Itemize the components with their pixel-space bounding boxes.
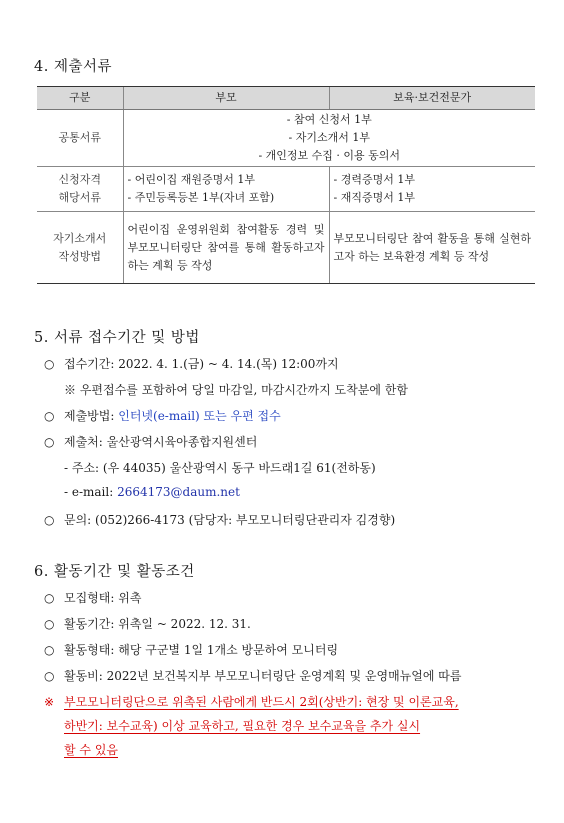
activity-fee-line [44, 667, 461, 684]
activity-period-line [44, 615, 251, 632]
recruit-text: 모집형태: 위촉 [64, 591, 142, 605]
label-line: 자기소개서 [53, 231, 107, 245]
label-line: 작성방법 [58, 249, 101, 263]
email-line [64, 485, 240, 499]
qualification-parent-cell [123, 167, 329, 212]
place-text: 제출처: 울산광역시육아종합지원센터 [64, 435, 258, 449]
label-line: 신청자격 [58, 173, 101, 186]
section-4-heading: 4. 제출서류 [34, 59, 112, 75]
circle-bullet-icon: ○ [44, 617, 55, 631]
note-text-3: 할 수 있음 [64, 743, 118, 757]
circle-bullet-icon: ○ [44, 643, 55, 657]
circle-bullet-icon: ○ [44, 669, 55, 683]
education-note-line-1 [44, 693, 459, 710]
table-row-essay [37, 212, 535, 284]
essay-expert-cell: 부모모니터링단 참여 활동을 통해 실현하고자 하는 보육환경 계획 등 작성 [329, 212, 535, 284]
documents-table [37, 86, 535, 284]
row-label-essay [37, 212, 123, 284]
row-label-common: 공통서류 [37, 110, 123, 167]
expert-doc-item: - 경력증명서 1부 [333, 173, 415, 186]
email-label: - e-mail: [64, 485, 118, 499]
method-label: 제출방법: [64, 409, 119, 423]
place-line [44, 433, 257, 450]
method-line [44, 407, 281, 424]
parent-doc-item: - 주민등록등본 1부(자녀 포함) [127, 191, 275, 204]
expert-doc-item: - 재직증명서 1부 [333, 191, 415, 204]
education-note-line-3 [64, 741, 118, 758]
education-note-line-2 [64, 717, 420, 734]
common-doc-item: - 참여 신청서 1부 [286, 113, 372, 126]
period-text: 접수기간: 2022. 4. 1.(금) ~ 4. 14.(목) 12:00까지 [64, 357, 339, 371]
note-text-1: 부모모니터링단으로 위촉된 사람에게 반드시 2회(상반기: 현장 및 이론교육, [64, 695, 459, 709]
section-5-heading: 5. 서류 접수기간 및 방법 [34, 330, 200, 346]
note-mark: ※ [44, 695, 55, 709]
activity-type-line [44, 641, 338, 658]
row-label-qualification [37, 167, 123, 212]
circle-bullet-icon: ○ [44, 409, 55, 423]
parent-doc-item: - 어린이집 재원증명서 1부 [127, 173, 255, 186]
circle-bullet-icon: ○ [44, 513, 55, 527]
qualification-expert-cell [329, 167, 535, 212]
common-doc-item: - 자기소개서 1부 [288, 131, 370, 144]
activity-fee-text: 활동비: 2022년 보건복지부 부모모니터링단 운영계획 및 운영매뉴얼에 따름 [64, 669, 462, 683]
label-line: 해당서류 [58, 191, 101, 204]
essay-parent-cell: 어린이집 운영위원회 참여활동 경력 및 부모모니터링단 참여를 통해 활동하고자 하는 계획 등 작성 [123, 212, 329, 284]
method-value: 인터넷(e-mail) 또는 우편 접수 [118, 409, 281, 423]
section-6-heading: 6. 활동기간 및 활동조건 [34, 564, 195, 580]
table-row-qualification [37, 167, 535, 212]
address-line: - 주소: (우 44035) 울산광역시 동구 바드래1길 61(전하동) [64, 461, 376, 475]
common-doc-item: - 개인정보 수집 · 이용 동의서 [258, 149, 401, 162]
header-category: 구분 [37, 87, 123, 110]
circle-bullet-icon: ○ [44, 435, 55, 449]
contact-text: 문의: (052)266-4173 (담당자: 부모모니터링단관리자 김경향) [64, 513, 396, 527]
header-parent: 부모 [123, 87, 329, 110]
recruit-line [44, 589, 141, 606]
activity-type-text: 활동형태: 해당 구군별 1일 1개소 방문하여 모니터링 [64, 643, 339, 657]
header-expert: 보육·보건전문가 [329, 87, 535, 110]
note-text-2: 하반기: 보수교육) 이상 교육하고, 필요한 경우 보수교육을 추가 실시 [64, 719, 421, 733]
email-link[interactable]: 2664173@daum.net [117, 485, 240, 499]
common-docs-cell [123, 110, 535, 167]
period-line [44, 355, 339, 372]
circle-bullet-icon: ○ [44, 591, 55, 605]
contact-line [44, 511, 395, 528]
circle-bullet-icon: ○ [44, 357, 55, 371]
table-row-common [37, 110, 535, 167]
table-header-row [37, 87, 535, 110]
activity-period-text: 활동기간: 위촉일 ~ 2022. 12. 31. [64, 617, 251, 631]
period-note: ※ 우편접수를 포함하여 당일 마감일, 마감시간까지 도착분에 한함 [64, 383, 408, 397]
